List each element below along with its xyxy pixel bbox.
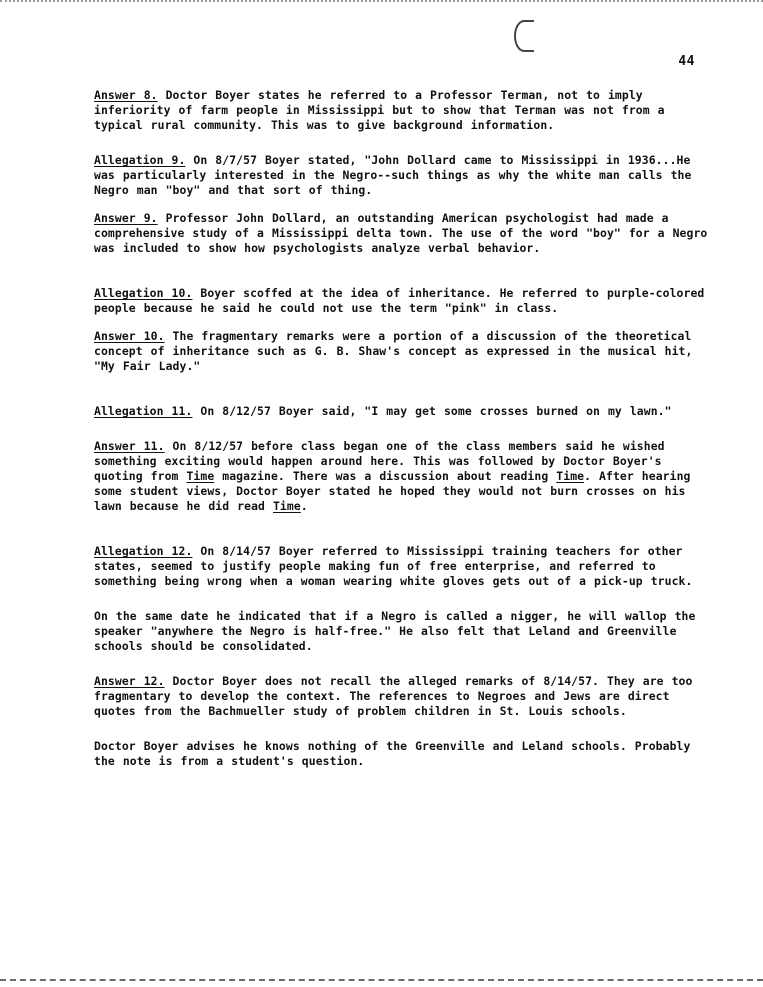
paragraph-label: Allegation 11. xyxy=(94,404,193,418)
paragraph-text: On 8/7/57 Boyer stated, "John Dollard came to Mississippi in 1936...He was particularly interested in the Negro--such things as why the white man calls the Negro man "boy" and that sort of thing. xyxy=(94,153,692,197)
paragraph-label: Answer 12. xyxy=(94,674,165,688)
paragraph-text: Doctor Boyer advises he knows nothing of the Greenville and Leland schools. Probably the note is from a student's question. xyxy=(94,739,691,768)
answer-8 xyxy=(94,88,716,133)
allegation-9 xyxy=(94,153,716,198)
document-body xyxy=(94,88,716,769)
paragraph-text: Doctor Boyer states he referred to a Professor Terman, not to imply inferiority of farm people in Mississippi but to show that Terman was not from a typical rural community. This was to give background information. xyxy=(94,88,665,132)
paragraph-label: Allegation 10. xyxy=(94,286,193,300)
paragraph-text: magazine. There was a discussion about reading xyxy=(214,469,557,483)
paragraph-label: Allegation 12. xyxy=(94,544,193,558)
magazine-title: Time xyxy=(186,469,215,483)
paragraph-label: Answer 10. xyxy=(94,329,165,343)
answer-11 xyxy=(94,439,716,514)
bottom-edge-rule xyxy=(0,977,763,981)
paragraph-text: Professor John Dollard, an outstanding American psychologist had made a comprehensive study of a Mississippi delta town. The use of the word "boy" for a Negro was included to show how psychologists analyze verbal behavior. xyxy=(94,211,708,255)
paragraph-label: Answer 11. xyxy=(94,439,165,453)
top-edge-dots xyxy=(0,0,763,6)
answer-10 xyxy=(94,329,716,374)
answer-12 xyxy=(94,674,716,719)
paragraph-text: The fragmentary remarks were a portion of a discussion of the theoretical concept of inheritance such as G. B. Shaw's concept as expressed in the musical hit, "My Fair Lady." xyxy=(94,329,693,373)
paragraph-text: On the same date he indicated that if a Negro is called a nigger, he will wallop the speaker "anywhere the Negro is half-free." He also felt that Leland and Greenville schools should be consolidated. xyxy=(94,609,696,653)
scan-mark xyxy=(514,20,534,52)
paragraph-text: Doctor Boyer does not recall the alleged remarks of 8/14/57. They are too fragmentary to develop the context. The references to Negroes and Jews are direct quotes from the Bachmueller study of problem children in St. Louis schools. xyxy=(94,674,693,718)
allegation-12 xyxy=(94,544,716,589)
magazine-title: Time xyxy=(272,499,301,513)
answer-9 xyxy=(94,211,716,256)
paragraph-text: . xyxy=(300,499,308,513)
paragraph-label: Allegation 9. xyxy=(94,153,186,167)
paragraph-label: Answer 8. xyxy=(94,88,158,102)
paragraph-text: On 8/14/57 Boyer referred to Mississippi training teachers for other states, seemed to justify people making fun of free enterprise, and referred to something being wrong when a woman wearing white gloves gets out of a pick-up truck. xyxy=(94,544,693,588)
paragraph-text: On 8/12/57 before class began one of the class members said he wished something exciting would happen around here. This was followed by Doctor Boyer's quoting from xyxy=(94,439,665,483)
allegation-12-continued xyxy=(94,609,716,654)
paragraph-label: Answer 9. xyxy=(94,211,158,225)
allegation-10 xyxy=(94,286,716,316)
paragraph-text: Boyer scoffed at the idea of inheritance. He referred to purple-colored people because he said he could not use the term "pink" in class. xyxy=(94,286,705,315)
paragraph-text: On 8/12/57 Boyer said, "I may get some crosses burned on my lawn." xyxy=(192,404,672,418)
allegation-11 xyxy=(94,404,716,419)
paragraph-text: . After hearing some student views, Doctor Boyer stated he hoped they would not burn crosses on his lawn because he did read xyxy=(94,469,691,513)
answer-12-continued xyxy=(94,739,716,769)
page-number: 44 xyxy=(678,54,695,69)
magazine-title: Time xyxy=(556,469,585,483)
